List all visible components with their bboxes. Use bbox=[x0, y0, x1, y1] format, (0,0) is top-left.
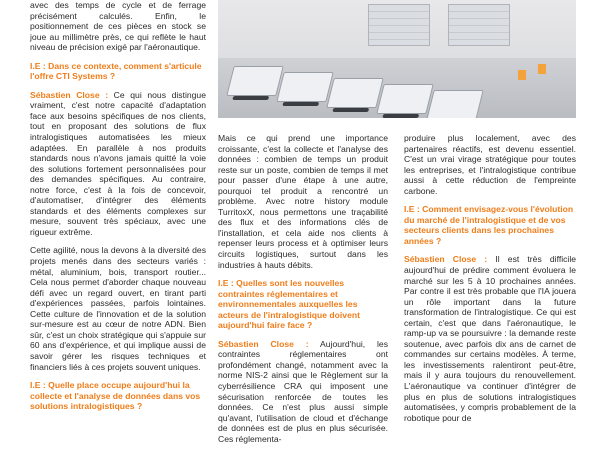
shelving-rack bbox=[368, 4, 430, 46]
shelving-rack bbox=[448, 4, 510, 46]
truck bbox=[326, 78, 383, 108]
answer-text: Ce qui nous distingue vraiment, c'est notre capacité d'adaptation face aux besoins spécifiques de nos clients, tout en proposant des solutions de flux intralogistiques automatisées les mieux adaptées. En parallèle à nos produits standards nous n'avons jamais quitté la voie des solutions fortement personnalisées pour des demandes spécifiques. Au contraire, notre force, c'est à la fois de concevoir, d'automatiser, d'intégrer des éléments standards et des éléments complexes sur mesure, souvent très spéciaux, avec une rigueur extrême. bbox=[30, 89, 206, 237]
answer-reglementation bbox=[218, 339, 388, 444]
column-1 bbox=[30, 0, 206, 420]
truck bbox=[276, 72, 333, 102]
orange-machine bbox=[538, 64, 546, 74]
answer-evolution-marche bbox=[404, 254, 576, 423]
question-evolution-marche: I.E : Comment envisagez-vous l'évolution du marché de l'intralogistique et de vos secteurs clients dans les prochaines années ? bbox=[404, 204, 574, 246]
intro-paragraph: avec des temps de cycle et de ferrage précisément calculés. Enfin, le positionnement de ces pièces en stock se joue au millimètre près, ce qui reflète le haut niveau de précision exigé par l'aéronautique. bbox=[30, 0, 206, 53]
warehouse-illustration bbox=[218, 0, 576, 118]
column-2 bbox=[218, 133, 388, 452]
truck bbox=[226, 66, 283, 96]
orange-machine bbox=[518, 70, 526, 80]
agility-paragraph: Cette agilité, nous la devons à la diversité des projets menés dans des secteurs variés : métal, aluminium, bois, transport routier... Cela nous permet d'aborder chaque nouveau défi avec un regard ouvert, en tirant parti d'expériences passées, parfois lointaines. Cette culture de l'innovation et de la solution sur-mesure est au cœur de notre ADN. Bien sûr, c'est un choix stratégique qui s'appuie sur 60 ans d'expérience, et qui implique aussi de savoir gérer les risques techniques et financiers liés à ces projets souvent uniques. bbox=[30, 245, 206, 372]
answer-text: Aujourd'hui, les contraintes réglementaires ont profondément changé, notamment avec la norme NIS-2 ainsi que le Règlement sur la cyberrésilience CRA qui imposent une sécurisation renforcée de toutes les données. Ce n'est plus aussi simple qu'avant, l'utilisation de cloud et d'échange de données est de plus en plus sécurisée. Ces réglementa- bbox=[218, 338, 389, 444]
question-reglementation: I.E : Quelles sont les nouvelles contraintes réglementaires et environnementales auxquelles les acteurs de l'intralogistique doivent aujourd'hui faire face ? bbox=[218, 278, 360, 331]
local-production-paragraph: produire plus localement, avec des partenaires réactifs, est devenu essentiel. C'est un vrai virage stratégique pour toutes les entreprises, et l'intralogistique contribue aussi à cette réduction de l'empreinte carbone. bbox=[404, 133, 576, 196]
answer-text: Il est très difficile aujourd'hui de prédire comment évoluera le marché sur les 5 à 10 prochaines années. Par contre il est très probable que l'IA jouera un rôle important dans la future transformation de l'intralogistique. Ce qui est certain, c'est que dans l'aéronautique, le ramp-up va se poursuivre : la demande reste soutenue, avec parfois dix ans de carnet de commandes sur certains modèles. À terme, les investissements ralentiront peut-être, mais il y aura toujours du renouvellement. L'aéronautique va continuer d'intégrer de plus en plus de solutions intralogistiques automatisées, y compris probablement de la robotique pour de bbox=[404, 254, 577, 423]
speaker-label: Sébastien Close : bbox=[218, 338, 309, 349]
column-3 bbox=[404, 133, 576, 431]
question-offre-cti: I.E : Dans ce contexte, comment s'articule l'offre CTI Systems ? bbox=[30, 60, 202, 82]
answer-offre-cti bbox=[30, 90, 206, 238]
question-donnees: I.E : Quelle place occupe aujourd'hui la collecte et l'analyse de données dans vos solutions intralogistiques ? bbox=[30, 380, 201, 412]
truck bbox=[376, 84, 433, 114]
truck bbox=[426, 90, 483, 118]
data-paragraph: Mais ce qui prend une importance croissante, c'est la collecte et l'analyse des données : combien de temps un produit reste sur un poste, combien de temps il met pour passer d'une étape à une autre, pourquoi tel produit a rencontré un problème. Avec notre history module TurritoxX, nous permettons une traçabilité des flux et des informations clés de l'installation, et cela aide nos clients à repenser leurs process et à optimiser leurs circuits logistiques, surtout dans les industries à hauts débits. bbox=[218, 133, 388, 270]
speaker-label: Sébastien Close : bbox=[30, 89, 109, 100]
speaker-label: Sébastien Close : bbox=[404, 254, 488, 265]
